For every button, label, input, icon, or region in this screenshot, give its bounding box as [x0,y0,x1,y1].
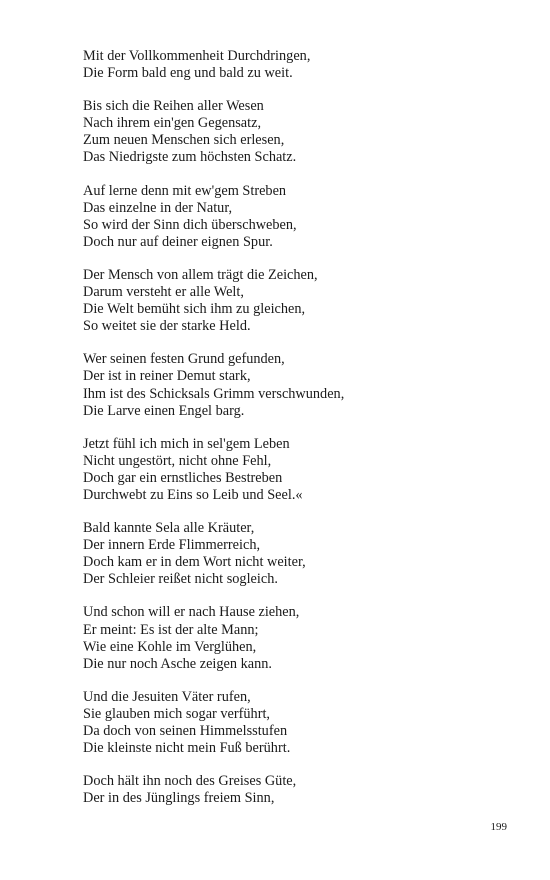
verse-line: Und die Jesuiten Väter rufen, [83,688,251,705]
verse-line: Bald kannte Sela alle Kräuter, [83,520,255,537]
verse-line: Doch nur auf deiner eignen Spur. [83,233,273,250]
verse-line: Der in des Jünglings freiem Sinn, [83,790,275,807]
page-number: 199 [490,821,507,833]
verse-line: Die Form bald eng und bald zu weit. [83,65,293,82]
stanza [83,48,523,82]
verse-line: Da doch von seinen Himmelsstufen [83,723,288,739]
stanza [83,98,523,166]
verse-line: Wie eine Kohle im Verglühen, [83,638,257,655]
verse-line: Mit der Vollkommenheit Durchdringen, [83,48,311,64]
verse-line: Bis sich die Reihen aller Wesen [83,98,264,115]
verse-line: Jetzt fühl ich mich in sel'gem Leben [83,435,290,452]
verse-line: Der ist in reiner Demut stark, [83,368,251,385]
poem-text [83,48,523,823]
verse-line: Nicht ungestört, nicht ohne Fehl, [83,452,272,469]
verse-line: Zum neuen Menschen sich erlesen, [83,132,285,149]
verse-line: Doch kam er in dem Wort nicht weiter, [83,554,306,571]
verse-line: So wird der Sinn dich überschweben, [83,216,297,233]
verse-line: So weitet sie der starke Held. [83,318,251,335]
verse-line: Das Niedrigste zum höchsten Schatz. [83,149,297,166]
verse-line: Die nur noch Asche zeigen kann. [83,655,272,672]
verse-line: Der Schleier reißet nicht sogleich. [83,571,278,588]
verse-line: Ihm ist des Schicksals Grimm verschwunden, [83,385,345,402]
stanza [83,267,523,335]
verse-line: Er meint: Es ist der alte Mann; [83,621,259,638]
stanza [83,604,523,672]
verse-line: Die Larve einen Engel barg. [83,402,245,419]
stanza [83,689,523,757]
verse-line: Der innern Erde Flimmerreich, [83,537,261,554]
verse-line: Durchwebt zu Eins so Leib und Seel.« [83,486,303,503]
verse-line: Und schon will er nach Hause ziehen, [83,604,300,621]
stanza [83,351,523,419]
verse-line: Darum versteht er alle Welt, [83,284,244,301]
stanza [83,520,523,588]
stanza [83,183,523,251]
stanza [83,436,523,504]
verse-line: Die kleinste nicht mein Fuß berührt. [83,740,291,757]
verse-line: Wer seinen festen Grund gefunden, [83,351,285,368]
verse-line: Nach ihrem ein'gen Gegensatz, [83,115,262,132]
verse-line: Doch hält ihn noch des Greises Güte, [83,773,297,790]
verse-line: Das einzelne in der Natur, [83,199,233,216]
verse-line: Auf lerne denn mit ew'gem Streben [83,182,287,199]
verse-line: Die Welt bemüht sich ihm zu gleichen, [83,301,306,318]
verse-line: Doch gar ein ernstliches Bestreben [83,469,283,486]
stanza [83,773,523,807]
verse-line: Der Mensch von allem trägt die Zeichen, [83,266,318,283]
verse-line: Sie glauben mich sogar verführt, [83,705,270,722]
